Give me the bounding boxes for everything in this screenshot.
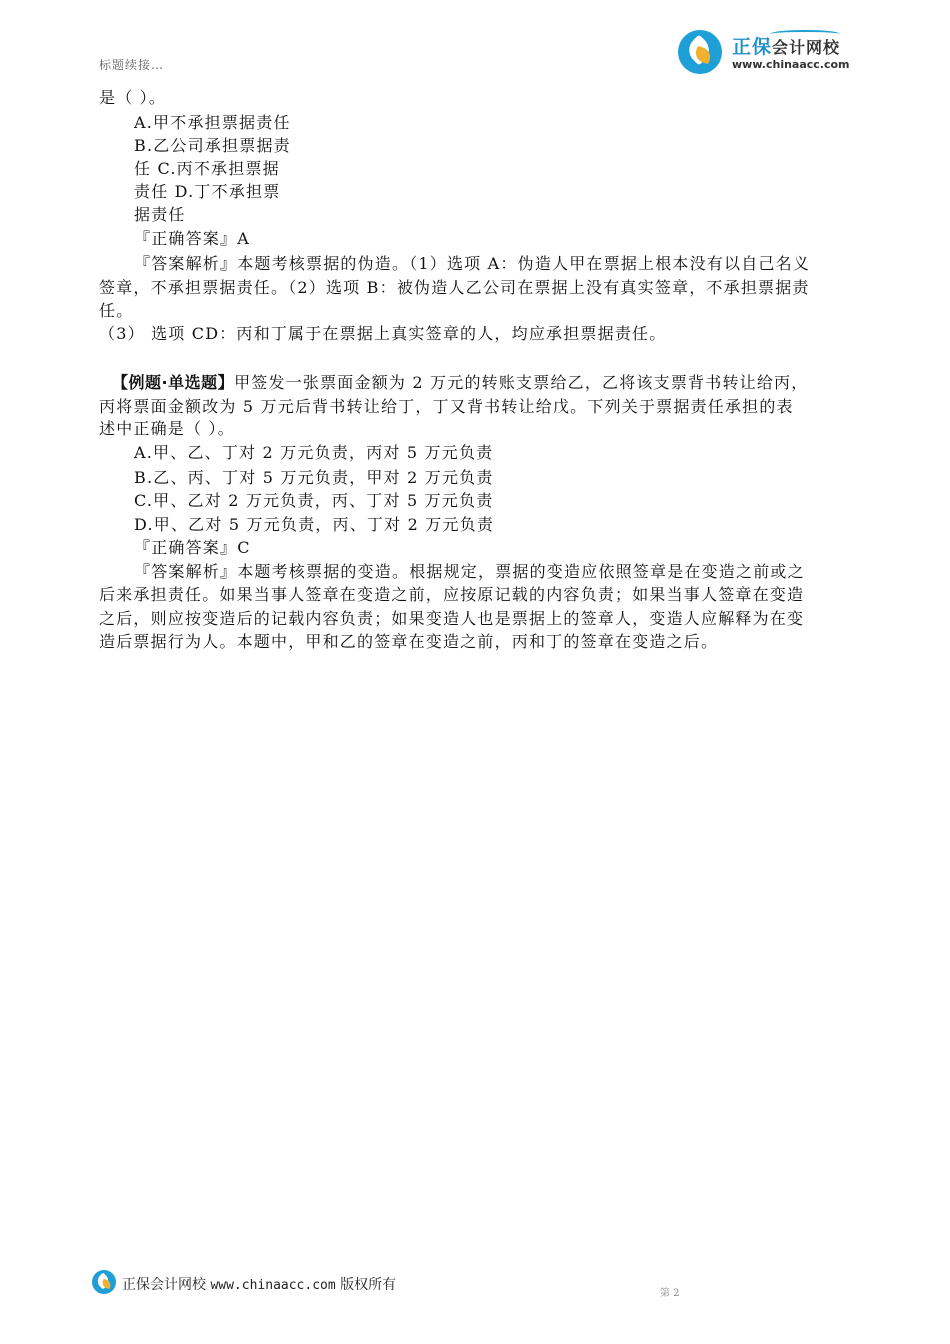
q2-option-a: A.甲、乙、丁对 2 万元负责，丙对 5 万元负责: [134, 443, 494, 462]
page-number: 第 2: [660, 1288, 680, 1299]
q1-correct-answer: 『正确答案』A: [134, 229, 250, 248]
q1-option-line: 据责任: [134, 205, 186, 224]
q2-analysis-line: 之后，则应按变造后的记载内容负责；如果变造人也是票据上的签章人，变造人应解释为在变: [99, 609, 805, 628]
footer-text: [122, 1274, 396, 1294]
q2-correct-answer: 『正确答案』C: [134, 538, 251, 557]
logo-name: 正保: [732, 36, 773, 58]
footer-brand: 正保会计网校: [122, 1277, 206, 1293]
q1-stem-end: 是（ ）。: [99, 88, 167, 107]
q1-option-line: 任 C.丙不承担票据: [134, 159, 280, 178]
q2-analysis-line: 造后票据行为人。本题中，甲和乙的签章在变造之前，丙和丁的签章在变造之后。: [99, 632, 719, 651]
q2-analysis-line: 后来承担责任。如果当事人签章在变造之前，应按原记载的内容负责；如果当事人签章在变造: [99, 585, 805, 604]
q2-stem-line-1: [112, 371, 808, 394]
q1-option-line: 责任 D.丁不承担票: [134, 182, 281, 201]
logo-name-rest: 会计网校: [772, 38, 841, 57]
q2-stem-text: 甲签发一张票面金额为 2 万元的转账支票给乙，乙将该支票背书转让给丙，: [234, 373, 809, 392]
q1-option-line: A.甲不承担票据责任: [134, 113, 291, 132]
footer-logo-icon: [92, 1270, 116, 1294]
footer-url[interactable]: www.chinaacc.com: [210, 1278, 336, 1293]
footer-rights: 版权所有: [340, 1277, 397, 1293]
q2-stem-line: 丙将票面金额改为 5 万元后背书转让给丁，丁又背书转让给戊。下列关于票据责任承担的表: [99, 397, 794, 416]
q1-analysis-line: 签章，不承担票据责任。（2）选项 B：被伪造人乙公司在票据上没有真实签章，不承担票据责: [99, 278, 810, 297]
q2-option-c: C.甲、乙对 2 万元负责，丙、丁对 5 万元负责: [134, 491, 494, 510]
q2-question-tag: 【例题·单选题】: [112, 373, 235, 392]
logo-emblem-icon: [678, 30, 722, 74]
brand-logo[interactable]: [678, 28, 878, 78]
q2-stem-line: 述中正确是（ ）。: [99, 419, 235, 438]
logo-url: www.chinaacc.com: [732, 58, 850, 71]
q1-analysis-line: 『答案解析』本题考核票据的伪造。（1）选项 A：伪造人甲在票据上根本没有以自己名义: [134, 254, 811, 273]
q2-analysis-line: 『答案解析』本题考核票据的变造。根据规定，票据的变造应依照签章是在变造之前或之: [134, 562, 805, 581]
q1-analysis-line: 任。: [99, 301, 134, 320]
q2-option-d: D.甲、乙对 5 万元负责，丙、丁对 2 万元负责: [134, 515, 495, 534]
q2-option-b: B.乙、丙、丁对 5 万元负责，甲对 2 万元负责: [134, 468, 494, 487]
cropped-heading-fragment: 标题续接…: [99, 58, 165, 72]
logo-title: [732, 32, 840, 59]
q1-option-line: B.乙公司承担票据责: [134, 136, 291, 155]
q1-analysis-line: （3） 选项 CD：丙和丁属于在票据上真实签章的人，均应承担票据责任。: [99, 324, 667, 343]
